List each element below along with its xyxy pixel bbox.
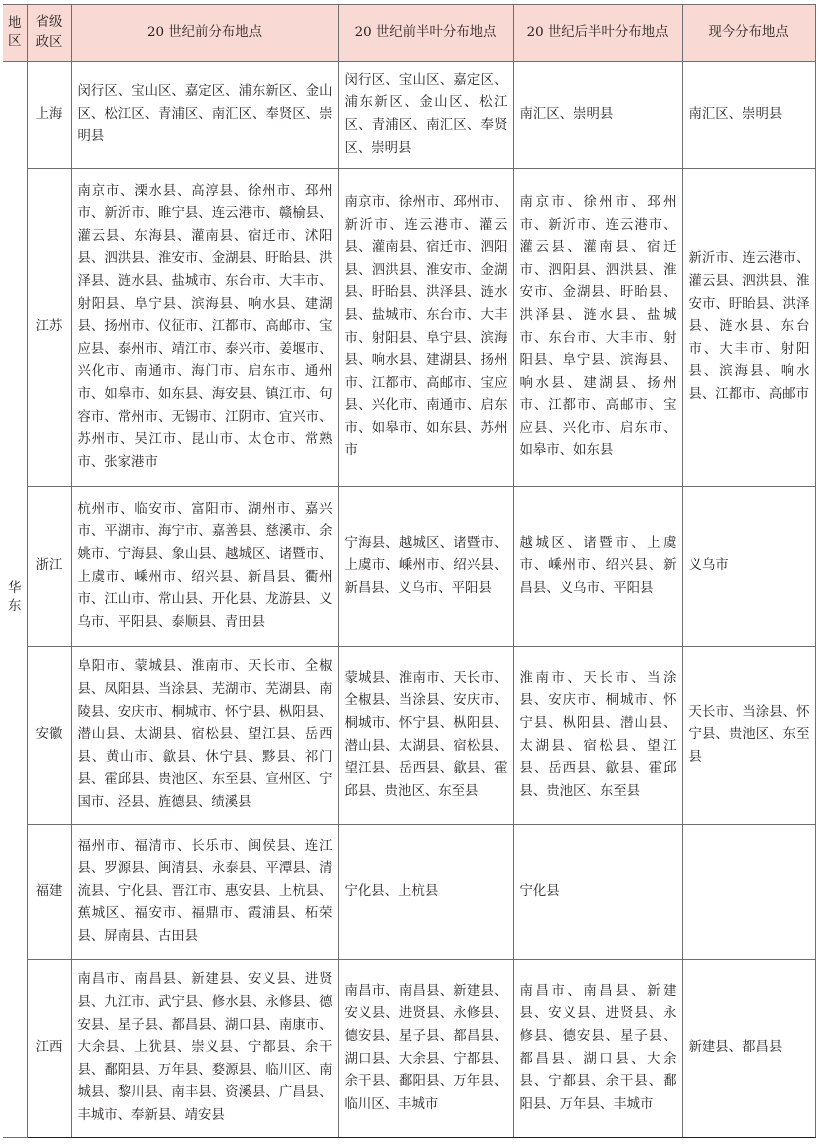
pre20-cell: 阜阳市、蒙城县、淮南市、天长市、全椒县、凤阳县、当涂县、芜湖市、芜湖县、南陵县、安庆市、桐城市、怀宁县、枞阳县、潜山县、太湖县、宿松县、望江县、岳西县、黄山市、歙县、休宁县、黟县、祁门县、霍邱县、贵池区、东至县、宣州区、宁国市、泾县、旌德县、绩溪县 [71,647,338,825]
table-row [3,960,815,1138]
table-row [3,169,815,487]
early20-cell: 闵行区、宝山区、嘉定区、浦东新区、金山区、松江区、青浦区、南汇区、奉贤区、崇明县 [338,62,513,169]
pre20-cell: 福州市、福清市、长乐市、闽侯县、连江县、罗源县、闽清县、永泰县、平潭县、清流县、宁化县、晋江市、惠安县、上杭县、蕉城区、福安市、福鼎市、霞浦县、柘荣县、屏南县、古田县 [71,825,338,960]
current-cell: 新建县、都昌县 [682,960,815,1138]
late20-cell: 南京市、徐州市、邳州市、新沂市、连云港市、灌云县、灌南县、宿迁市、泗阳县、泗洪县、淮安市、金湖县、盱眙县、洪泽县、涟水县、盐城市、东台市、大丰市、射阳县、阜宁县、滨海县、响水县、建湖县、扬州市、江都市、高邮市、宝应县、兴化市、启东市、如皋市、如东县 [513,169,682,487]
header-current: 现今分布地点 [682,5,815,62]
province-cell: 上海 [27,62,71,169]
current-cell: 新沂市、连云港市、灌云县、泗洪县、淮安市、盱眙县、洪泽县、涟水县、东台市、大丰市、射阳县、滨海县、响水县、江都市、高邮市 [682,169,815,487]
early20-cell: 南昌市、南昌县、新建县、安义县、进贤县、永修县、德安县、星子县、都昌县、湖口县、大余县、宁都县、余干县、鄱阳县、万年县、临川区、丰城市 [338,960,513,1138]
early20-cell: 宁海县、越城区、诸暨市、上虞市、嵊州市、绍兴县、新昌县、义乌市、平阳县 [338,487,513,647]
current-cell: 天长市、当涂县、怀宁县、贵池区、东至县 [682,647,815,825]
province-cell: 江苏 [27,169,71,487]
early20-cell: 蒙城县、淮南市、天长市、全椒县、当涂县、安庆市、桐城市、怀宁县、枞阳县、潜山县、太湖县、宿松县、望江县、岳西县、歙县、霍邱县、贵池区、东至县 [338,647,513,825]
early20-cell: 宁化县、上杭县 [338,825,513,960]
distribution-table [3,4,816,1138]
header-region: 地区 [3,5,27,62]
early20-cell: 南京市、徐州市、邳州市、新沂市、连云港市、灌云县、灌南县、宿迁市、泗阳县、泗洪县、淮安市、金湖县、盱眙县、洪泽县、涟水县、盐城市、东台市、大丰市、射阳县、阜宁县、滨海县、响水县、建湖县、扬州市、江都市、高邮市、宝应县、兴化市、南通市、启东市、如皋市、如东县、苏州市 [338,169,513,487]
table-row [3,647,815,825]
late20-cell: 宁化县 [513,825,682,960]
table-row [3,62,815,169]
current-cell [682,825,815,960]
pre20-cell: 闵行区、宝山区、嘉定区、浦东新区、金山区、松江区、青浦区、南汇区、奉贤区、崇明县 [71,62,338,169]
late20-cell: 南汇区、崇明县 [513,62,682,169]
pre20-cell: 杭州市、临安市、富阳市、湖州市、嘉兴市、平湖市、海宁市、嘉善县、慈溪市、余姚市、宁海县、象山县、越城区、诸暨市、上虞市、嵊州市、绍兴县、新昌县、衢州市、江山市、常山县、开化县、龙游县、义乌市、平阳县、泰顺县、青田县 [71,487,338,647]
late20-cell: 淮南市、天长市、当涂县、安庆市、桐城市、怀宁县、枞阳县、潜山县、太湖县、宿松县、望江县、岳西县、歙县、霍邱县、贵池区、东至县 [513,647,682,825]
current-cell: 义乌市 [682,487,815,647]
pre20-cell: 南京市、溧水县、高淳县、徐州市、邳州市、新沂市、睢宁县、连云港市、赣榆县、灌云县、东海县、灌南县、宿迁市、沭阳县、泗洪县、淮安市、金湖县、盱眙县、洪泽县、涟水县、盐城市、东台市、大丰市、射阳县、阜宁县、滨海县、响水县、建湖县、扬州市、仪征市、江都市、高邮市、宝应县、泰州市、靖江市、泰兴市、姜堰市、兴化市、南通市、海门市、启东市、通州市、如皋市、如东县、海安县、镇江市、句容市、常州市、无锡市、江阴市、宜兴市、苏州市、吴江市、昆山市、太仓市、常熟市、张家港市 [71,169,338,487]
header-early20: 20 世纪前半叶分布地点 [338,5,513,62]
header-province: 省级政区 [27,5,71,62]
province-cell: 安徽 [27,647,71,825]
table-row [3,825,815,960]
header-late20: 20 世纪后半叶分布地点 [513,5,682,62]
late20-cell: 越城区、诸暨市、上虞市、嵊州市、绍兴县、新昌县、义乌市、平阳县 [513,487,682,647]
province-cell: 福建 [27,825,71,960]
header-pre20: 20 世纪前分布地点 [71,5,338,62]
province-cell: 浙江 [27,487,71,647]
pre20-cell: 南昌市、南昌县、新建县、安义县、进贤县、九江市、武宁县、修水县、永修县、德安县、星子县、都昌县、湖口县、南康市、大余县、上犹县、崇义县、宁都县、余干县、鄱阳县、万年县、婺源县、临川区、南城县、黎川县、南丰县、资溪县、广昌县、丰城市、奉新县、靖安县 [71,960,338,1138]
current-cell: 南汇区、崇明县 [682,62,815,169]
province-cell: 江西 [27,960,71,1138]
header-row [3,5,815,62]
late20-cell: 南昌市、南昌县、新建县、安义县、进贤县、永修县、德安县、星子县、都昌县、湖口县、大余县、宁都县、余干县、鄱阳县、万年县、丰城市 [513,960,682,1138]
table-row [3,487,815,647]
region-cell: 华东 [3,62,27,1138]
